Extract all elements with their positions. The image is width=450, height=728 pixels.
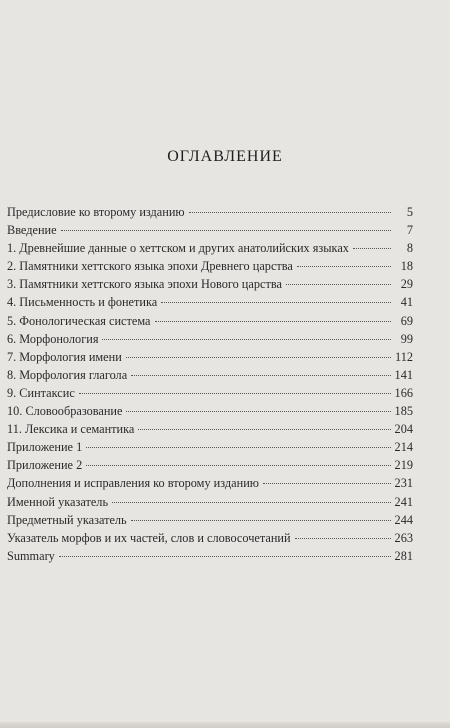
toc-entry-title: Приложение 2: [7, 458, 83, 473]
toc-entry: [7, 440, 413, 458]
toc-entry-page: 263: [394, 530, 413, 545]
toc-entry: [7, 404, 413, 422]
dot-leader: [138, 429, 390, 430]
dot-leader: [286, 284, 391, 285]
toc-entry: [7, 332, 413, 350]
toc-entry: [7, 295, 413, 313]
toc-entry-page: 99: [400, 331, 413, 346]
table-of-contents: [7, 205, 413, 567]
dot-leader: [112, 502, 390, 503]
toc-entry: [7, 531, 413, 549]
dot-leader: [263, 483, 391, 484]
toc-entry-page: 141: [394, 367, 413, 382]
dot-leader: [86, 447, 390, 448]
toc-entry-page: 18: [400, 259, 413, 274]
dot-leader: [155, 321, 391, 322]
page-edge: [0, 722, 450, 728]
toc-entry-page: 281: [394, 548, 413, 563]
toc-entry-title: Приложение 1: [7, 440, 83, 455]
toc-entry-page: 7: [406, 223, 413, 238]
toc-entry: [7, 476, 413, 494]
toc-heading: ОГЛАВЛЕНИЕ: [167, 148, 283, 165]
toc-entry-page: 231: [394, 476, 413, 491]
toc-entry-page: 166: [394, 385, 413, 400]
toc-entry-title: 6. Морфонология: [7, 331, 99, 346]
toc-entry-title: 1. Древнейшие данные о хеттском и других анатолийских языках: [7, 241, 349, 256]
toc-entry-page: 8: [406, 241, 413, 256]
toc-entry: [7, 241, 413, 259]
toc-entry: [7, 277, 413, 295]
toc-entry-page: 185: [394, 404, 413, 419]
dot-leader: [131, 375, 390, 376]
toc-entry: [7, 422, 413, 440]
toc-entry-page: 112: [395, 349, 413, 364]
toc-entry: [7, 513, 413, 531]
toc-entry-title: 7. Морфология имени: [7, 349, 122, 364]
dot-leader: [61, 230, 391, 231]
toc-entry: [7, 205, 413, 223]
toc-entry-page: 69: [400, 313, 413, 328]
toc-entry-title: Предисловие ко второму изданию: [7, 205, 185, 219]
toc-entry-title: Указатель морфов и их частей, слов и словосочетаний: [7, 530, 291, 545]
toc-entry-title: Summary: [7, 548, 55, 563]
toc-entry: [7, 314, 413, 332]
toc-entry-page: 219: [394, 458, 413, 473]
toc-entry: [7, 259, 413, 277]
toc-entry-title: 2. Памятники хеттского языка эпохи Древнего царства: [7, 259, 293, 274]
dot-leader: [86, 465, 390, 466]
toc-entry: [7, 495, 413, 513]
toc-entry-title: 5. Фонологическая система: [7, 313, 151, 328]
toc-entry-page: 241: [394, 494, 413, 509]
toc-entry-page: 5: [406, 205, 413, 219]
toc-entry: [7, 549, 413, 567]
dot-leader: [295, 538, 391, 539]
toc-entry-page: 204: [394, 422, 413, 437]
dot-leader: [126, 411, 390, 412]
toc-entry-title: Введение: [7, 223, 57, 238]
toc-entry-title: 8. Морфология глагола: [7, 367, 128, 382]
toc-entry-page: 29: [400, 277, 413, 292]
dot-leader: [131, 520, 391, 521]
toc-entry: [7, 458, 413, 476]
toc-entry-page: 214: [394, 440, 413, 455]
toc-entry-title: 3. Памятники хеттского языка эпохи Нового царства: [7, 277, 282, 292]
toc-entry: [7, 350, 413, 368]
dot-leader: [189, 212, 391, 213]
dot-leader: [79, 393, 391, 394]
dot-leader: [59, 556, 391, 557]
dot-leader: [102, 339, 391, 340]
toc-entry-page: 41: [400, 295, 413, 310]
toc-entry-title: Именной указатель: [7, 494, 109, 509]
toc-entry: [7, 386, 413, 404]
toc-entry-title: Предметный указатель: [7, 512, 127, 527]
toc-entry: [7, 223, 413, 241]
toc-entry: [7, 368, 413, 386]
toc-entry-title: Дополнения и исправления ко второму изданию: [7, 476, 259, 491]
toc-entry-title: 11. Лексика и семантика: [7, 422, 135, 437]
dot-leader: [126, 357, 391, 358]
toc-entry-title: 10. Словообразование: [7, 404, 123, 419]
toc-entry-title: 9. Синтаксис: [7, 385, 75, 400]
dot-leader: [161, 302, 391, 303]
toc-entry-title: 4. Письменность и фонетика: [7, 295, 158, 310]
toc-entry-page: 244: [394, 512, 413, 527]
dot-leader: [297, 266, 391, 267]
dot-leader: [353, 248, 391, 249]
